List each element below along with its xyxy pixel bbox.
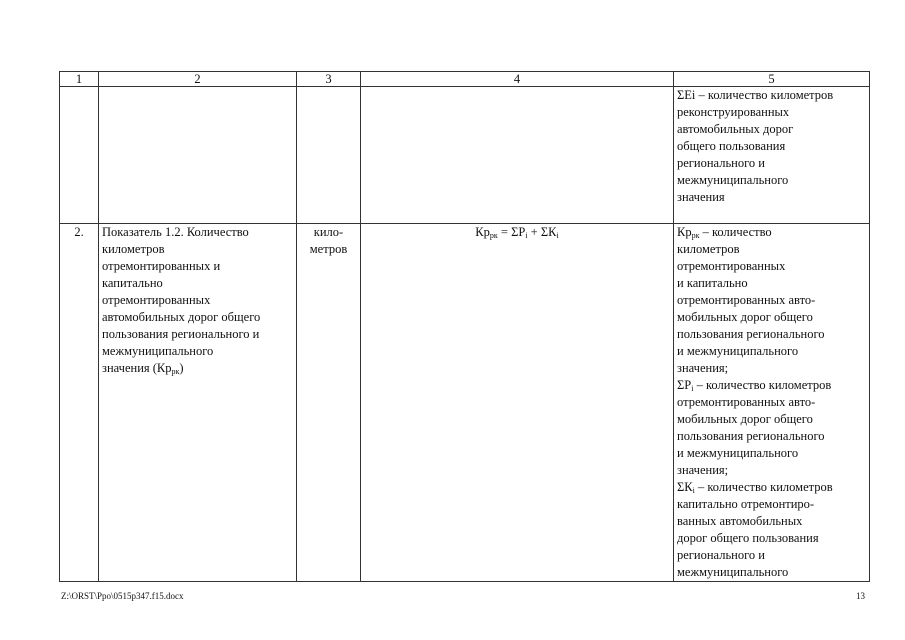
cell-unit bbox=[297, 87, 361, 224]
desc-line: отремонтированных bbox=[677, 259, 786, 273]
unit-line-1: кило- bbox=[313, 225, 344, 239]
desc-line: межмуниципального bbox=[677, 565, 789, 579]
desc-line: регионального и bbox=[677, 156, 765, 170]
name-line: межмуниципального bbox=[102, 344, 214, 358]
desc-line: километров bbox=[677, 242, 740, 256]
unit-line-2: метров bbox=[309, 242, 348, 256]
header-row bbox=[60, 72, 870, 87]
desc-line: и межмуниципального bbox=[677, 446, 799, 460]
desc-head-sub: рк bbox=[691, 231, 700, 240]
desc-line: отремонтированных авто- bbox=[677, 293, 816, 307]
name-line: отремонтированных bbox=[102, 293, 211, 307]
formula-lhs-sub: рк bbox=[489, 231, 498, 240]
desc-line: общего пользования bbox=[677, 139, 786, 153]
desc-line: отремонтированных авто- bbox=[677, 395, 816, 409]
name-last-sub: рк bbox=[171, 367, 180, 376]
desc-p-prefix: ΣР bbox=[677, 378, 692, 392]
desc-line: пользования регионального bbox=[677, 327, 825, 341]
formula-plus-sub: i bbox=[556, 231, 559, 240]
desc-k-suffix: – количество километров bbox=[694, 480, 833, 494]
desc-k-prefix: ΣК bbox=[677, 480, 693, 494]
desc-line: пользования регионального bbox=[677, 429, 825, 443]
desc-k-sub: i bbox=[692, 486, 695, 495]
name-line: километров bbox=[102, 242, 165, 256]
column-header-1: 1 bbox=[60, 72, 99, 87]
name-last-prefix: значения (Кр bbox=[102, 361, 172, 375]
desc-line: ΣEi – количество километров bbox=[677, 88, 834, 102]
name-line: капитально bbox=[102, 276, 163, 290]
name-line: автомобильных дорог общего bbox=[102, 310, 261, 324]
name-line: отремонтированных и bbox=[102, 259, 221, 273]
indicator-name bbox=[99, 224, 297, 582]
desc-line: значения bbox=[677, 190, 725, 204]
desc-line: и межмуниципального bbox=[677, 344, 799, 358]
desc-line: автомобильных дорог bbox=[677, 122, 794, 136]
desc-line: мобильных дорог общего bbox=[677, 412, 813, 426]
cell-number bbox=[60, 87, 99, 224]
formula-mid: = ΣР bbox=[497, 225, 526, 239]
name-last-suffix: ) bbox=[179, 361, 184, 375]
desc-line: мобильных дорог общего bbox=[677, 310, 813, 324]
desc-line: межмуниципального bbox=[677, 173, 789, 187]
cell-formula bbox=[361, 87, 674, 224]
desc-head-line bbox=[677, 224, 866, 241]
name-line: Показатель 1.2. Количество bbox=[102, 225, 249, 239]
table-row-2 bbox=[60, 224, 870, 582]
desc-line: регионального и bbox=[677, 548, 765, 562]
column-header-5: 5 bbox=[674, 72, 870, 87]
desc-k-line bbox=[677, 479, 866, 496]
formula-description bbox=[674, 224, 870, 582]
desc-head-prefix: Кр bbox=[677, 225, 692, 239]
cell-description bbox=[674, 87, 870, 224]
table-row-continuation bbox=[60, 87, 870, 224]
desc-p-line bbox=[677, 377, 866, 394]
row-number: 2. bbox=[60, 224, 99, 582]
desc-p-suffix: – количество километров bbox=[693, 378, 832, 392]
formula-lhs: Кр bbox=[475, 225, 490, 239]
footer-file-path: Z:\ORST\Ppo\0515p347.f15.docx bbox=[61, 591, 184, 601]
formula-plus: + ΣК bbox=[527, 225, 557, 239]
desc-line: реконструированных bbox=[677, 105, 790, 119]
calculation-formula bbox=[361, 224, 674, 582]
formula-mid-sub: i bbox=[525, 231, 528, 240]
column-header-2: 2 bbox=[99, 72, 297, 87]
column-header-3: 3 bbox=[297, 72, 361, 87]
cell-name bbox=[99, 87, 297, 224]
desc-line: и капитально bbox=[677, 276, 748, 290]
desc-line: значения; bbox=[677, 463, 729, 477]
name-line-last bbox=[102, 360, 293, 377]
document-table bbox=[59, 71, 870, 582]
column-header-4: 4 bbox=[361, 72, 674, 87]
desc-line: капитально отремонтиро- bbox=[677, 497, 815, 511]
page-number: 13 bbox=[856, 591, 865, 601]
desc-head-suffix: – количество bbox=[699, 225, 772, 239]
name-line: пользования регионального и bbox=[102, 327, 260, 341]
unit-of-measure bbox=[297, 224, 361, 582]
desc-line: дорог общего пользования bbox=[677, 531, 819, 545]
desc-line: ванных автомобильных bbox=[677, 514, 803, 528]
desc-p-sub: i bbox=[691, 384, 694, 393]
desc-line: значения; bbox=[677, 361, 729, 375]
